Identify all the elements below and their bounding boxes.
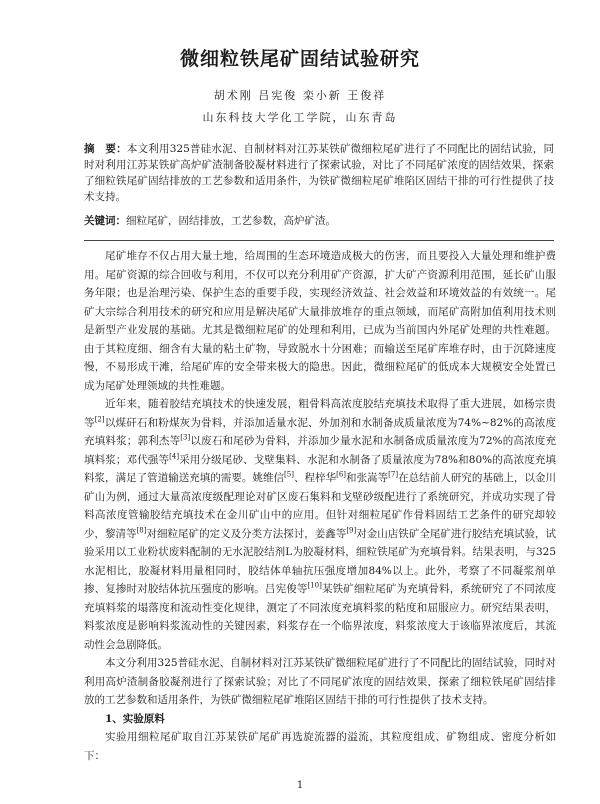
body-paragraph-4: 实验用细粒尾矿取自江苏某铁矿尾矿再选旋流器的溢流，其粒度组成、矿物组成、密度分析如下： <box>84 731 556 762</box>
keywords <box>84 213 554 229</box>
citation: [10] <box>307 581 322 590</box>
citation: [7] <box>388 470 399 479</box>
paper-body <box>84 247 556 765</box>
citation: [5] <box>284 470 294 479</box>
citation: [6] <box>336 470 347 479</box>
citation: [8] <box>136 526 147 534</box>
body-paragraph-1: 尾矿堆存不仅占用大量土地，给周围的生态环境造成极大的伤害，而且要投入大量处理和维护费用。尾矿资源的综合回收与利用，不仅可以充分利用矿产资源，扩大矿产资源利用范围，延长矿山服务年限；也是治理污染、保护生态的重要手段，实现经济效益、社会效益和环境效益的有效统一。尾矿大宗综合利用技术的研究和应用是解决尾矿大量排放堆存的重点领域，而尾矿高附加值利用技术则是新型产业发展的基础。尤其是微细粒尾矿的处理和利用，已成为当前国内外尾矿处理的共性难题。由于其粒度细、细含有大量的粘土矿物，导致脱水十分困难；而输送至尾矿库堆存时，由于沉降速度慢，不易形成干滩，给尾矿库的安全带来极大的隐患。因此，微细粒尾矿的低成本大规模安全处置已成为尾矿处理领域的共性难题。 <box>84 250 556 392</box>
body-paragraph-3: 本文分利用325普硅水泥、自制材料对江苏某铁矿微细粒尾矿进行了不同配比的固结试验，同时对利用高炉渣制备胶凝剂进行了探索试验；对比了不同尾矿浓度的固结效果，探索了细粒铁尾矿固结排放的工艺参数和适用条件，为铁矿微细粒尾矿堆陷区固结干排的可行性提供了技术支持。 <box>84 657 556 706</box>
page-number: 1 <box>296 780 304 791</box>
section-divider <box>84 240 554 241</box>
section-heading: 1、实验原料 <box>105 712 165 725</box>
abstract <box>84 141 554 205</box>
keywords-label: 关键词： <box>84 215 126 227</box>
abstract-text: 本文利用325普硅水泥、自制材料对江苏某铁矿微细粒尾矿进行了不同配比的固结试验，同时对利用江苏某铁矿高炉矿渣制备胶凝材料进行了探索试验，对比了不同尾矿浓度的固结效果，探索了细粒铁尾矿固结排放的工艺参数和适用条件，为铁矿微细粒尾矿堆陷区固结干排的可行性提供了技术支持。 <box>84 143 554 203</box>
paper-title: 微细粒铁尾矿固结试验研究 <box>179 48 420 70</box>
paper-authors: 胡术刚 吕宪俊 栾小新 王俊祥 <box>213 89 387 102</box>
body-paragraph-2: 近年来，随着胶结充填技术的快速发展，粗骨料高浓度胶结充填技术取得了重大进展，如杨宗贵等[2]以煤矸石和粉煤灰为骨料，并添加适量水泥、外加剂和水制备成质量浓度为74%~82%的高浓度充填料浆；郭利杰等[3]以废石和尾砂为骨料，并添加少量水泥和水制备成质量浓度为72%的高浓度充填料浆；邓代强等[4]采用分级尾砂、戈壁集料、水泥和水制备了质量浓度为78%和80%的高浓度充填料浆，满足了管道输送充填的需要。姚维信[5]、程梓华[6]和张嵩等[7]在总结前人研究的基础上，以金川矿山为例，通过大量高浓度级配理论对矿区废石集料和戈壁砂级配进行了系统研究，并成功实现了骨料高浓度管输胶结充填技术在金川矿山中的应用。但针对细粒尾矿作骨料固结工艺条件的研究却较少，黎清等[8]对细粒尾矿的定义及分类方法探讨，姜鑫等[9]对金山店铁矿全尾矿进行胶结充填试验，试验采用以工业粉状废料配制的无水泥胶结剂L为胶凝材料，细粒铁尾矿为充填骨料。结果表明，与325水泥相比，胶凝材料用量相同时，胶结体单轴抗压强度增加84%以上。此外，考察了不同凝浆剂单掺、复掺时对胶结体抗压强度的影响。吕宪俊等[10]某铁矿细粒尾矿为充填骨料，系统研究了不同浓度充填料浆的塌落度和流动性变化规律，测定了不同浓度充填料浆的粘度和屈服应力。研究结果表明，料浆浓度是影响料浆流动性的关键因素，料浆存在一个临界浓度，料浆浓度大于该临界浓度后，其流动性会急剧降低。 <box>84 398 557 651</box>
abstract-label: 摘 要： <box>84 143 127 155</box>
citation: [2] <box>94 415 105 423</box>
citation: [3] <box>180 433 191 442</box>
keywords-text: 细粒尾矿，固结排放，工艺参数，高炉矿渣。 <box>126 215 336 227</box>
paper-affiliation: 山东科技大学化工学院，山东青岛 <box>202 111 398 124</box>
citation: [9] <box>346 526 357 534</box>
citation: [4] <box>169 452 180 460</box>
